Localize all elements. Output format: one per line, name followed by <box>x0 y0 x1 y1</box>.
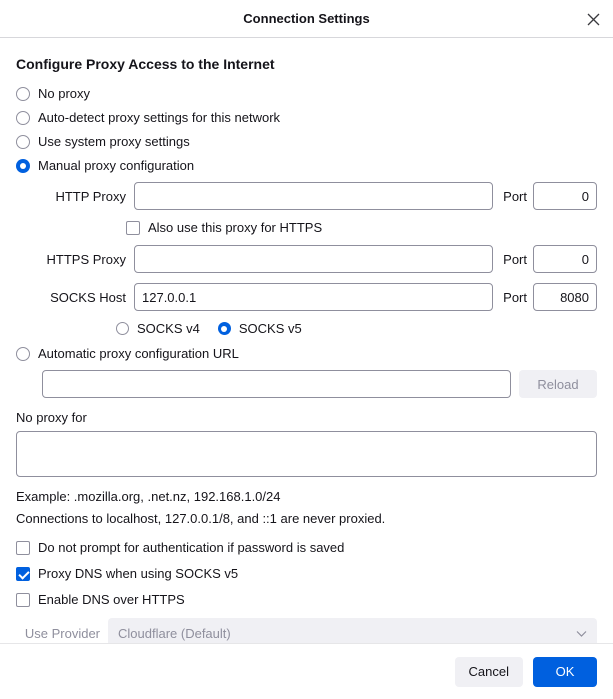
option-no-auth-prompt-checkbox[interactable] <box>16 541 30 555</box>
radio-manual-proxy-text: Manual proxy configuration <box>38 158 195 173</box>
reload-button[interactable]: Reload <box>519 370 597 398</box>
chevron-down-icon <box>576 626 587 641</box>
option-no-auth-prompt-label: Do not prompt for authentication if password is saved <box>38 540 345 555</box>
radio-socks-v5-indicator[interactable] <box>218 322 231 335</box>
dialog-titlebar <box>0 0 613 38</box>
close-icon[interactable] <box>581 7 605 31</box>
http-port-label: Port <box>503 188 527 204</box>
https-proxy-label: HTTPS Proxy <box>46 251 126 267</box>
no-proxy-for-label-text: No proxy for <box>16 410 87 425</box>
http-proxy-label: HTTP Proxy <box>55 188 126 204</box>
https-port-label: Port <box>503 251 527 267</box>
option-doh-label: Enable DNS over HTTPS <box>38 592 185 607</box>
socks-host-input[interactable] <box>134 283 493 311</box>
options-group <box>16 540 597 607</box>
option-doh[interactable] <box>16 592 597 607</box>
radio-socks-v4-indicator[interactable] <box>116 322 129 335</box>
socks-host-row <box>16 283 597 311</box>
no-proxy-for-textarea[interactable] <box>16 431 597 477</box>
socks-host-label: SOCKS Host <box>50 289 126 305</box>
http-port-input[interactable] <box>533 182 597 210</box>
radio-socks-v5[interactable] <box>218 321 302 336</box>
radio-no-proxy[interactable] <box>16 86 597 101</box>
https-proxy-row <box>16 245 597 273</box>
also-https-label: Also use this proxy for HTTPS <box>148 220 323 235</box>
radio-system-proxy-text: Use system proxy settings <box>38 134 190 149</box>
cancel-button[interactable]: Cancel <box>455 657 523 687</box>
section-title: Configure Proxy Access to the Internet <box>16 56 275 72</box>
also-https-checkbox[interactable] <box>126 221 140 235</box>
http-proxy-input[interactable] <box>134 182 493 210</box>
dialog-title: Connection Settings <box>243 11 370 26</box>
radio-manual-proxy-indicator[interactable] <box>16 159 30 173</box>
http-proxy-row <box>16 182 597 210</box>
no-proxy-note: Connections to localhost, 127.0.0.1/8, and ::1 are never proxied. <box>16 511 386 526</box>
radio-auto-detect[interactable] <box>16 110 597 125</box>
provider-label: Use Provider <box>24 625 100 641</box>
option-proxy-dns-label: Proxy DNS when using SOCKS v5 <box>38 566 239 581</box>
radio-manual-proxy-label <box>38 158 194 173</box>
option-proxy-dns[interactable] <box>16 566 597 581</box>
radio-system-proxy-indicator[interactable] <box>16 135 30 149</box>
https-port-input[interactable] <box>533 245 597 273</box>
provider-select-value: Cloudflare (Default) <box>118 625 231 641</box>
ok-button[interactable]: OK <box>533 657 597 687</box>
radio-no-proxy-text: No proxy <box>38 86 91 101</box>
socks-port-label: Port <box>503 289 527 305</box>
socks-version-group <box>16 321 597 336</box>
no-proxy-example: Example: .mozilla.org, .net.nz, 192.168.1.0/24 <box>16 489 281 504</box>
socks-port-input[interactable] <box>533 283 597 311</box>
radio-pac-url-label <box>38 346 239 361</box>
radio-no-proxy-label <box>38 86 90 101</box>
radio-system-proxy[interactable] <box>16 134 597 149</box>
radio-socks-v4[interactable] <box>116 321 200 336</box>
no-proxy-for-label <box>16 410 597 425</box>
option-proxy-dns-checkbox[interactable] <box>16 567 30 581</box>
provider-select[interactable] <box>108 618 597 643</box>
dialog-footer <box>0 643 613 699</box>
provider-row <box>16 618 597 643</box>
https-proxy-input[interactable] <box>134 245 493 273</box>
radio-auto-detect-label <box>38 110 280 125</box>
radio-pac-url[interactable] <box>16 346 597 361</box>
pac-url-input[interactable] <box>42 370 511 398</box>
pac-url-row <box>16 370 597 398</box>
radio-system-proxy-label <box>38 134 190 149</box>
radio-auto-detect-indicator[interactable] <box>16 111 30 125</box>
radio-socks-v5-label: SOCKS v5 <box>238 321 302 336</box>
radio-manual-proxy[interactable] <box>16 158 597 173</box>
option-doh-checkbox[interactable] <box>16 593 30 607</box>
radio-socks-v4-label: SOCKS v4 <box>137 321 200 336</box>
radio-pac-url-text: Automatic proxy configuration URL <box>38 346 239 361</box>
option-no-auth-prompt[interactable] <box>16 540 597 555</box>
radio-auto-detect-text: Auto-detect proxy settings for this network <box>38 110 281 125</box>
radio-no-proxy-indicator[interactable] <box>16 87 30 101</box>
radio-pac-url-indicator[interactable] <box>16 347 30 361</box>
also-https-row[interactable] <box>16 220 597 235</box>
dialog-content <box>0 38 613 643</box>
